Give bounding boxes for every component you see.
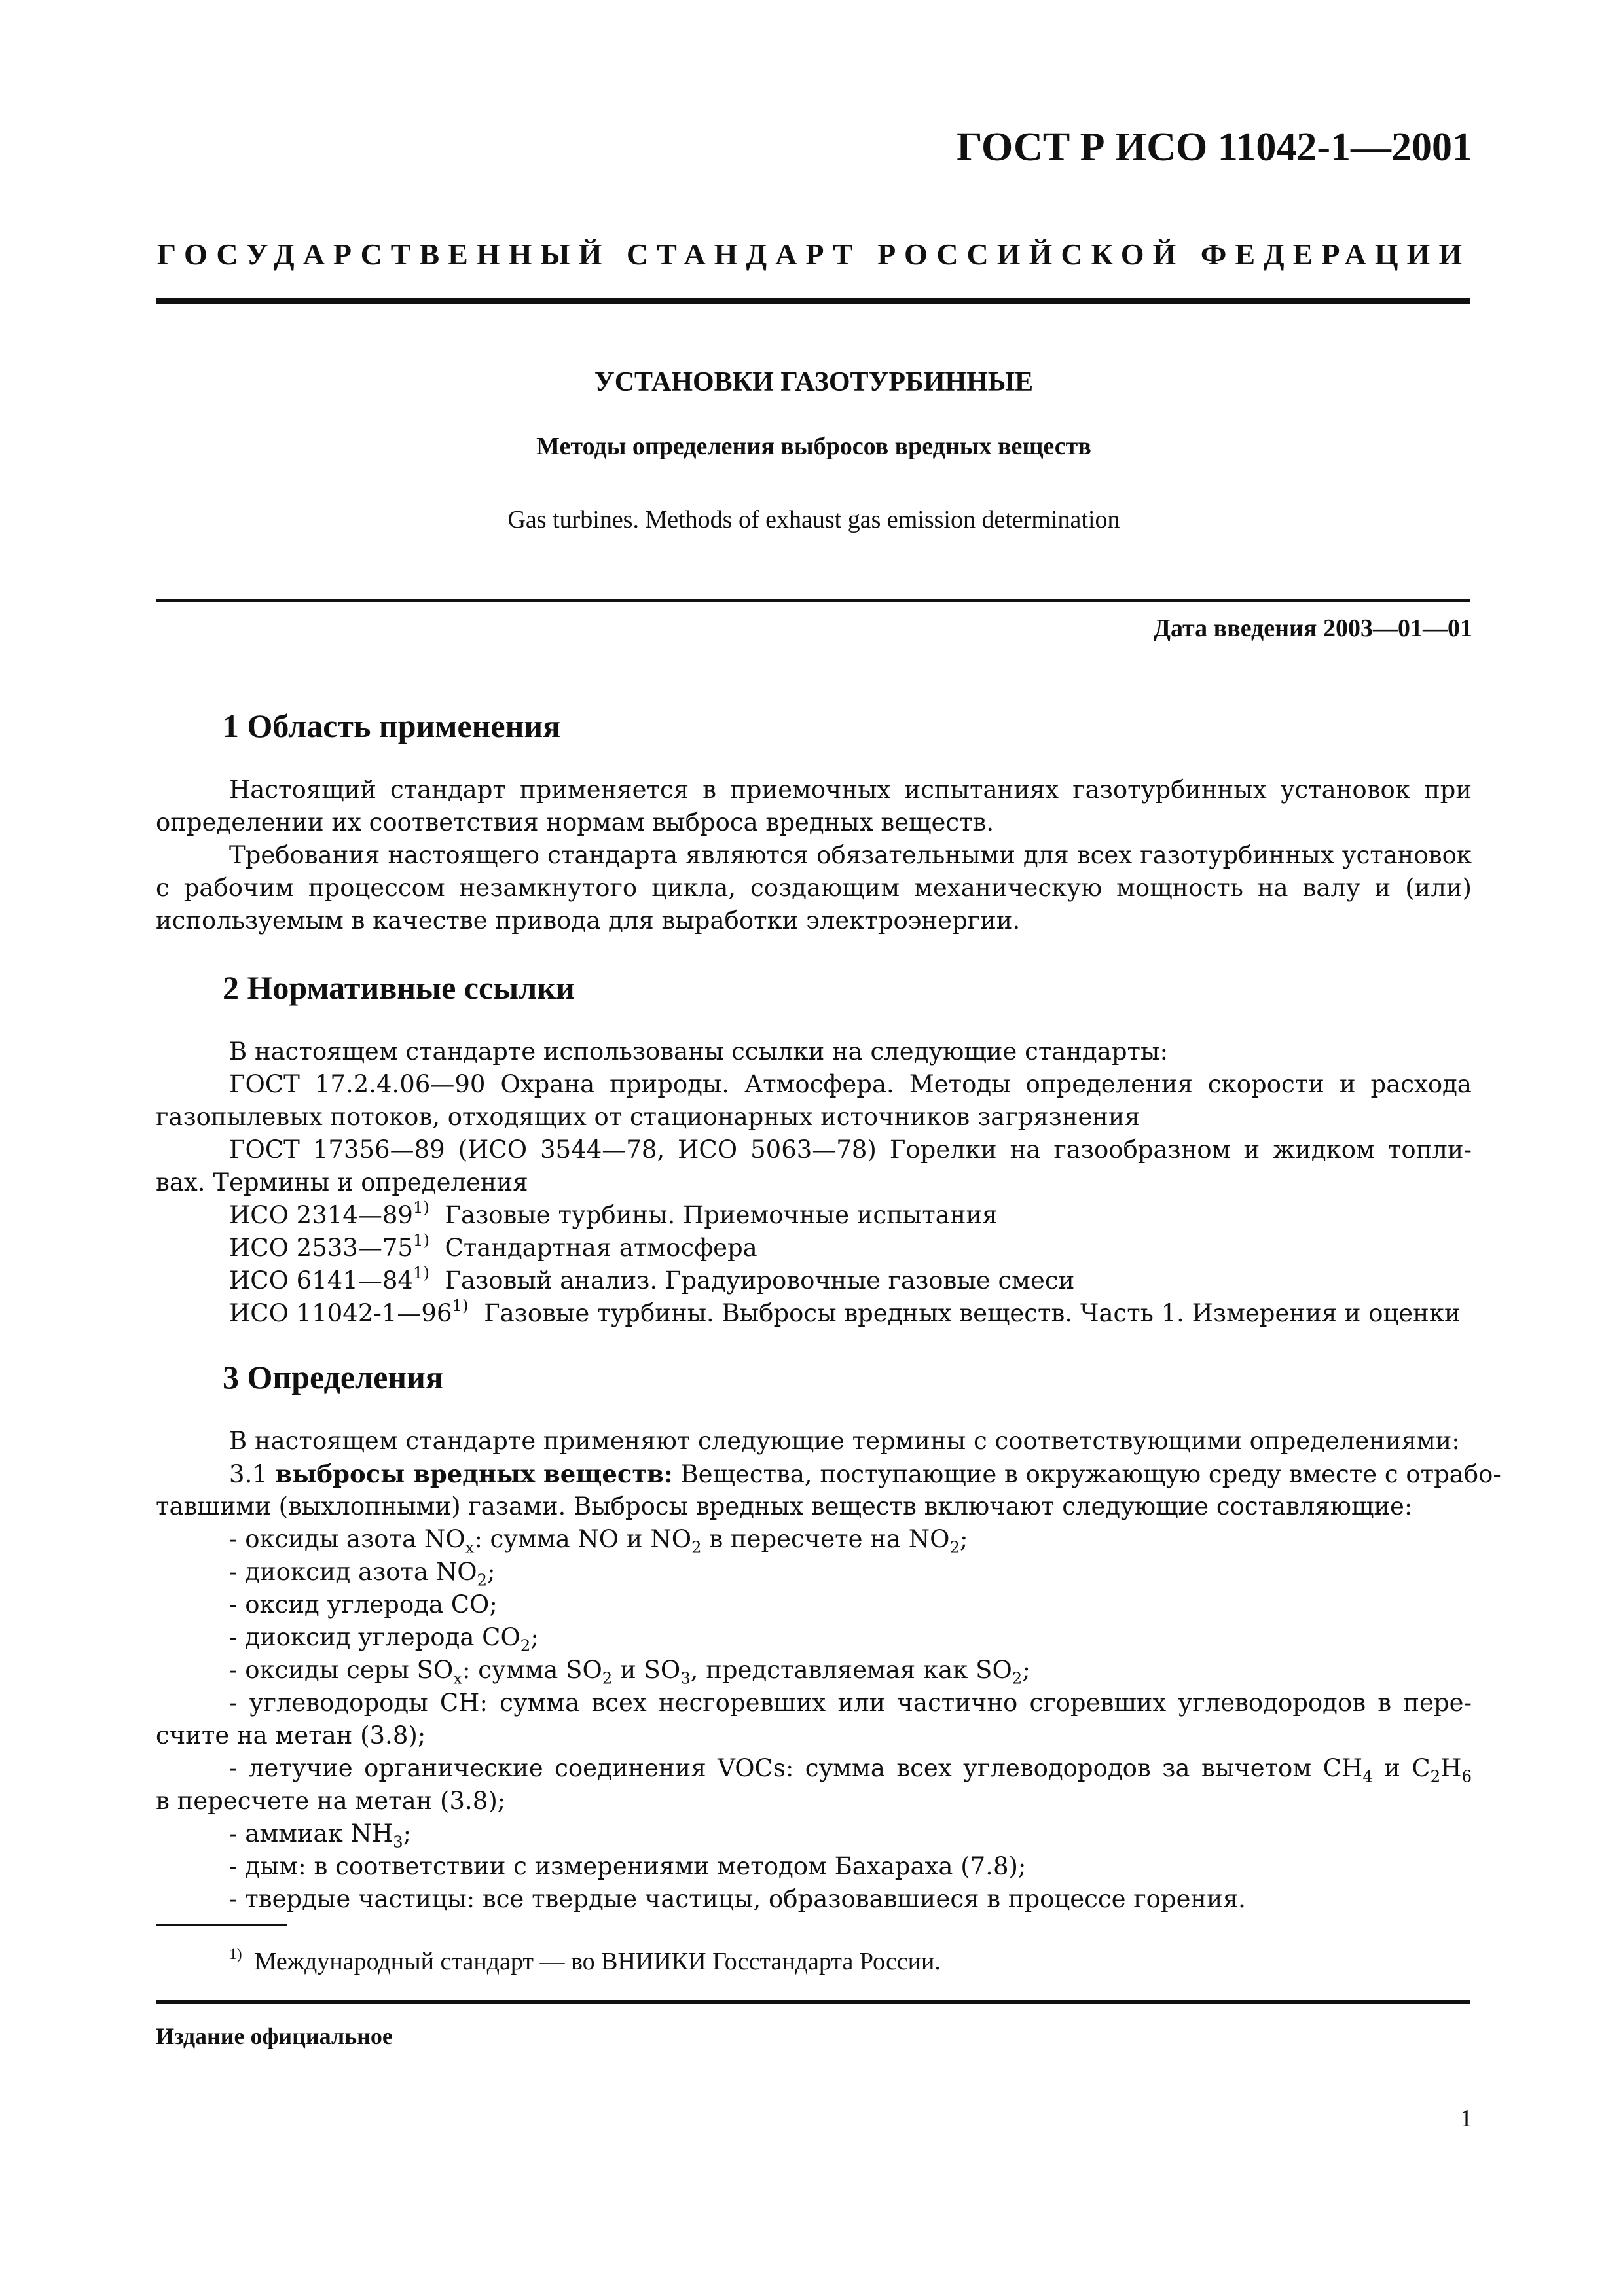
list-item-no2 — [156, 1558, 1472, 1590]
item-text: ; — [487, 1558, 496, 1586]
list-item-nox — [156, 1525, 1472, 1557]
subscript: 2 — [1012, 1668, 1023, 1688]
official-edition-label: Издание официальное — [156, 2023, 393, 2049]
state-standard-banner: ГОСУДАРСТВЕННЫЙ СТАНДАРТ РОССИЙСКОЙ ФЕДЕРАЦИИ — [156, 238, 1471, 271]
footnote-marker: 1) — [412, 1198, 429, 1217]
item-text: ; — [530, 1623, 539, 1651]
footer-divider — [156, 2000, 1470, 2004]
footnote — [229, 1947, 941, 1976]
definition-term: выбросы вредных веществ: — [275, 1460, 673, 1488]
subscript: 4 — [1362, 1767, 1373, 1786]
header-divider — [156, 298, 1470, 304]
page-number: 1 — [1460, 2105, 1472, 2132]
list-item-ch-cont: счите на метан (3.8); — [156, 1721, 426, 1749]
list-item-voc — [156, 1754, 1472, 1786]
english-title: Gas turbines. Methods of exhaust gas emission determination — [507, 506, 1120, 533]
item-text: ; — [403, 1820, 412, 1848]
footnote-divider — [156, 1924, 287, 1926]
reference-code: ИСО 2314—89 — [229, 1201, 413, 1229]
reference-iso-2314 — [156, 1198, 1472, 1229]
item-text: ; — [1022, 1656, 1030, 1684]
reference-code: ИСО 11042-1—96 — [229, 1299, 452, 1327]
subscript: 6 — [1461, 1767, 1472, 1786]
item-text: - аммиак NH — [229, 1820, 393, 1848]
item-text: - диоксид азота NO — [229, 1558, 477, 1586]
item-text: и C — [1372, 1754, 1431, 1782]
document-title: УСТАНОВКИ ГАЗОТУРБИННЫЕ — [594, 367, 1034, 397]
footnote-marker: 1) — [412, 1263, 429, 1283]
paragraph-line: Настоящий стандарт применяется в приемочных испытаниях газотурбинных установок при — [229, 776, 1472, 804]
subscript: 2 — [1430, 1767, 1441, 1786]
paragraph-line: с рабочим процессом незамкнутого цикла, создающим механическую мощность на валу и (или) — [156, 874, 1472, 902]
item-text: ; — [959, 1525, 968, 1553]
list-item-nh3 — [156, 1820, 1472, 1852]
title-divider — [156, 599, 1470, 602]
subscript: 2 — [949, 1537, 960, 1557]
subscript: 2 — [520, 1636, 531, 1655]
subscript: x — [453, 1668, 462, 1688]
subscript: 2 — [477, 1570, 488, 1590]
list-item-co2 — [156, 1623, 1472, 1655]
definition-3-1 — [156, 1460, 1501, 1488]
reference-gost-17-2-4-06-cont: газопылевых потоков, отходящих от стационарных источников загрязнения — [156, 1103, 1140, 1131]
subscript: 3 — [680, 1668, 691, 1688]
reference-code: ИСО 6141—84 — [229, 1266, 413, 1295]
reference-title: Газовые турбины. Выбросы вредных веществ. Часть 1. Измерения и оценки — [484, 1299, 1461, 1327]
item-text: в пересчете на NO — [701, 1525, 950, 1553]
item-text: - диоксид углерода CO — [229, 1623, 520, 1651]
list-item-particles: - твердые частицы: все твердые частицы, образовавшиеся в процессе горения. — [229, 1885, 1246, 1913]
item-text: : сумма NO и NO — [474, 1525, 692, 1553]
item-text: : сумма SO — [462, 1656, 602, 1684]
reference-gost-17356-cont: вах. Термины и определения — [156, 1168, 528, 1196]
item-text: - летучие органические соединения VOCs: сумма всех углеводородов за вычетом CH — [229, 1754, 1363, 1782]
paragraph-line: Требования настоящего стандарта являются обязательными для всех газотурбинных установок — [229, 841, 1472, 869]
subscript: 2 — [602, 1668, 613, 1688]
references-intro: В настоящем стандарте использованы ссылки на следующие стандарты: — [229, 1037, 1168, 1066]
reference-gost-17-2-4-06: ГОСТ 17.2.4.06—90 Охрана природы. Атмосфера. Методы определения скорости и расхода — [229, 1070, 1472, 1098]
footnote-marker: 1) — [412, 1230, 429, 1250]
reference-title: Газовые турбины. Приемочные испытания — [445, 1201, 998, 1229]
reference-code: ИСО 2533—75 — [229, 1234, 413, 1262]
section-2-body — [156, 1037, 1472, 1325]
document-subtitle: Методы определения выбросов вредных веществ — [536, 433, 1091, 460]
reference-iso-2533 — [156, 1230, 1472, 1262]
item-text: и SO — [612, 1656, 681, 1684]
item-text: - оксиды серы SO — [229, 1656, 454, 1684]
section-3-heading: 3 Определения — [223, 1359, 443, 1395]
subscript: 2 — [691, 1537, 702, 1557]
subscript: 3 — [393, 1832, 403, 1852]
definition-number: 3.1 — [229, 1460, 268, 1488]
reference-title: Стандартная атмосфера — [445, 1234, 757, 1262]
list-item-sox — [156, 1656, 1472, 1688]
list-item-ch: - углеводороды CH: сумма всех несгоревших или частично сгоревших углеводородов в пере- — [229, 1689, 1472, 1717]
footnote-marker: 1) — [229, 1946, 242, 1963]
footnote-text: Международный стандарт — во ВНИИКИ Госстандарта России. — [254, 1948, 941, 1975]
definitions-intro: В настоящем стандарте применяют следующие термины с соответствующими определениями: — [229, 1427, 1460, 1455]
definition-text: Вещества, поступающие в окружающую среду вместе с отрабо- — [680, 1460, 1501, 1488]
reference-gost-17356: ГОСТ 17356—89 (ИСО 3544—78, ИСО 5063—78) Горелки на газообразном и жидком топли- — [229, 1136, 1472, 1164]
section-1-body — [156, 776, 1472, 946]
item-text: H — [1440, 1754, 1462, 1782]
list-item-co: - оксид углерода CO; — [229, 1590, 498, 1619]
item-text: , представляемая как SO — [690, 1656, 1012, 1684]
list-item-smoke: - дым: в соответствии с измерениями методом Бахараха (7.8); — [229, 1852, 1027, 1880]
section-1-heading: 1 Область применения — [223, 708, 561, 744]
paragraph-line: используемым в качестве привода для выработки электроэнергии. — [156, 906, 1021, 935]
reference-iso-11042-1 — [156, 1296, 1472, 1327]
footnote-marker: 1) — [452, 1296, 469, 1316]
section-2-heading: 2 Нормативные ссылки — [223, 969, 575, 1006]
reference-title: Газовый анализ. Градуировочные газовые смеси — [445, 1266, 1075, 1295]
reference-iso-6141 — [156, 1263, 1472, 1295]
document-number: ГОСТ Р ИСО 11042-1—2001 — [957, 125, 1472, 170]
subscript: x — [465, 1537, 475, 1557]
introduction-date: Дата введения 2003—01—01 — [1153, 615, 1472, 642]
item-text: - оксиды азота NO — [229, 1525, 465, 1553]
definition-3-1-cont: тавшими (выхлопными) газами. Выбросы вредных веществ включают следующие составляющие: — [156, 1492, 1413, 1520]
section-3-body — [156, 1427, 1501, 1913]
list-item-voc-cont: в пересчете на метан (3.8); — [156, 1787, 506, 1815]
paragraph-line: определении их соответствия нормам выброса вредных веществ. — [156, 808, 994, 836]
